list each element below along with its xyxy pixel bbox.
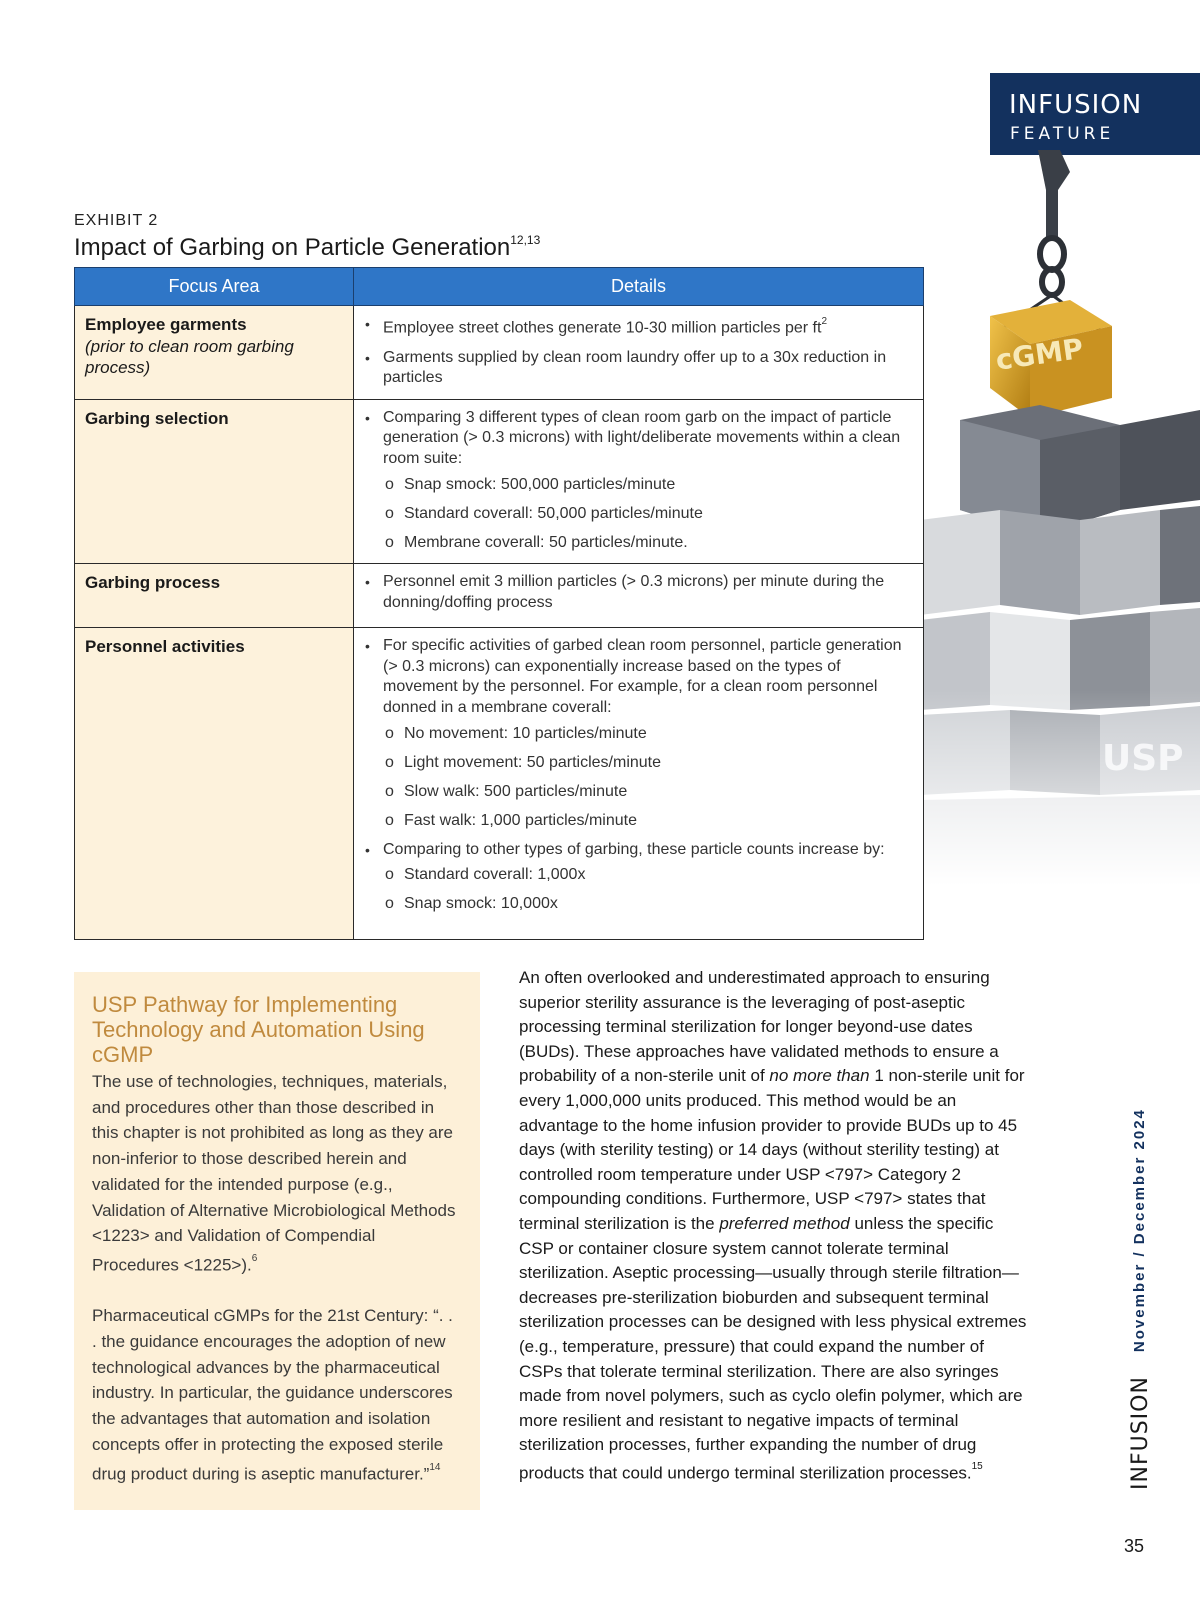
sidebar-ref: 14 [429,1461,441,1473]
detail-text: Comparing to other types of garbing, these particle counts increase by: [383,841,885,859]
detail-subitem: o Snap smock: 10,000x [383,894,913,914]
focus-title: Garbing selection [85,408,229,428]
detail-bullet [364,636,913,831]
detail-subitem: o Standard coverall: 1,000x [383,865,913,885]
table-row [75,628,924,940]
column-header-details: Details [354,268,924,306]
detail-bullet [364,408,913,554]
detail-subitem: o Slow walk: 500 particles/minute [383,782,913,802]
footer-issue-date: November / December 2024 [1131,1108,1148,1353]
cgmp-blocks-illustration [920,150,1200,886]
focus-title: Personnel activities [85,637,245,657]
exhibit-title [74,234,540,262]
article-body [519,966,1031,1486]
detail-subitem: o No movement: 10 particles/minute [383,724,913,744]
sidebar-paragraph-text: The use of technologies, techniques, materials, and procedures other than those described in this chapter is not prohibited as long as they are non-inferior to those described herein and validated for the intended purpose (e.g., Validation of Alternative Microbiological Methods <1223> and Validation of Compendial Procedures <1225>). [92,1072,456,1275]
masthead-section: FEATURE [1010,124,1115,144]
vertical-footer [1128,1108,1153,1490]
article-text: unless the specific CSP or container closure system cannot tolerate terminal sterilization. Aseptic processing—usually through sterile filtration—decreases pre-sterilization bioburden and subsequent terminal sterilization processes can be designed with less physical extremes (e.g., temperature, pressure) that could expand the number of CSPs that tolerate terminal sterilization. There are also syringes made from novel polymers, such as cyclo olefin polymer, which are more resilient and resistant to negative impacts of terminal sterilization processes, further expanding the number of drug products that could undergo terminal sterilization processes. [519,1213,1027,1483]
detail-sup: 2 [821,316,828,327]
detail-subitem: o Snap smock: 500,000 particles/minute [383,475,913,495]
table-header-row [75,268,924,306]
details-cell [354,306,924,400]
sidebar-paragraph [92,1303,462,1487]
detail-subitem: o Standard coverall: 50,000 particles/minute [383,504,913,524]
sidebar-paragraph [92,1069,462,1278]
table-row [75,306,924,400]
detail-bullet [364,314,913,339]
detail-subitem: o Membrane coverall: 50 particles/minute. [383,533,913,553]
table-row [75,399,924,564]
focus-title: Garbing process [85,573,221,593]
article-ref: 15 [971,1460,983,1472]
footer-brand: INFUSION [1128,1376,1153,1490]
detail-text: For specific activities of garbed clean room personnel, particle generation (> 0.3 microns) can exponentially increase based on the types of movement by the personnel. For example, for a clean room personnel donned in a membrane coverall: [383,637,902,716]
details-cell [354,564,924,628]
article-text: An often overlooked and underestimated approach to ensuring superior sterility assurance is the leveraging of post-aseptic processing terminal sterilization for longer beyond-use dates (BUDs). These approaches have validated methods to ensure a probability of a non-sterile unit of [519,968,999,1086]
sidebar-ref: 6 [251,1252,258,1264]
exhibit-title-refs: 12,13 [510,233,541,247]
detail-bullet: • Garments supplied by clean room laundry offer up to a 30x reduction in particles [364,348,913,389]
article-text: 1 non-sterile unit for every 1,000,000 units produced. This method would be an advantage to the home infusion provider to provide BUDs up to 45 days (with sterility testing) or 14 days (without sterility testing) at controlled room temperature under USP <797> Category 2 compounding conditions. Furthermore, USP <797> states that terminal sterilization is the [519,1066,1025,1233]
focus-title: Employee garments [85,315,247,334]
detail-bullet [364,840,913,914]
focus-cell [75,628,354,940]
column-header-focus-area: Focus Area [75,268,354,306]
article-emphasis: preferred method [719,1213,850,1233]
usp-pathway-sidebar [74,972,480,1510]
garbing-table [74,267,924,940]
exhibit-title-text: Impact of Garbing on Particle Generation [74,234,511,261]
detail-subitem: o Light movement: 50 particles/minute [383,753,913,773]
focus-cell [75,564,354,628]
masthead-brand: INFUSION [1009,90,1143,120]
table-row [75,564,924,628]
crate-label: cGMP [993,331,1086,377]
details-cell [354,628,924,940]
focus-note: (prior to clean room garbing process) [85,337,294,377]
sidebar-paragraph-text: Pharmaceutical cGMPs for the 21st Century: “. . . the guidance encourages the adoption of new technological advances by the pharmaceutical industry. In particular, the guidance underscores the advantages that automation and isolation concepts offer in protecting the exposed sterile drug product during is aseptic manufacturer.” [92,1306,453,1484]
detail-text: Comparing 3 different types of clean room garb on the impact of particle generation (> 0.3 microns) with light/deliberate movements within a clean room suite: [383,408,901,467]
page-number: 35 [1124,1536,1145,1556]
focus-cell [75,306,354,400]
crane-hook-icon [1000,150,1100,330]
detail-subitem: o Fast walk: 1,000 particles/minute [383,811,913,831]
exhibit-label: EXHIBIT 2 [74,212,159,229]
article-emphasis: no more than [769,1066,870,1086]
detail-text: Employee street clothes generate 10-30 million particles per ft [383,319,822,337]
details-cell [354,399,924,564]
cgmp-crate [990,300,1112,418]
detail-bullet: • Personnel emit 3 million particles (> 0.3 microns) per minute during the donning/doffing process [364,572,913,613]
masthead-banner [990,73,1200,155]
focus-cell [75,399,354,564]
sidebar-title: USP Pathway for Implementing Technology and Automation Using cGMP [92,992,425,1067]
